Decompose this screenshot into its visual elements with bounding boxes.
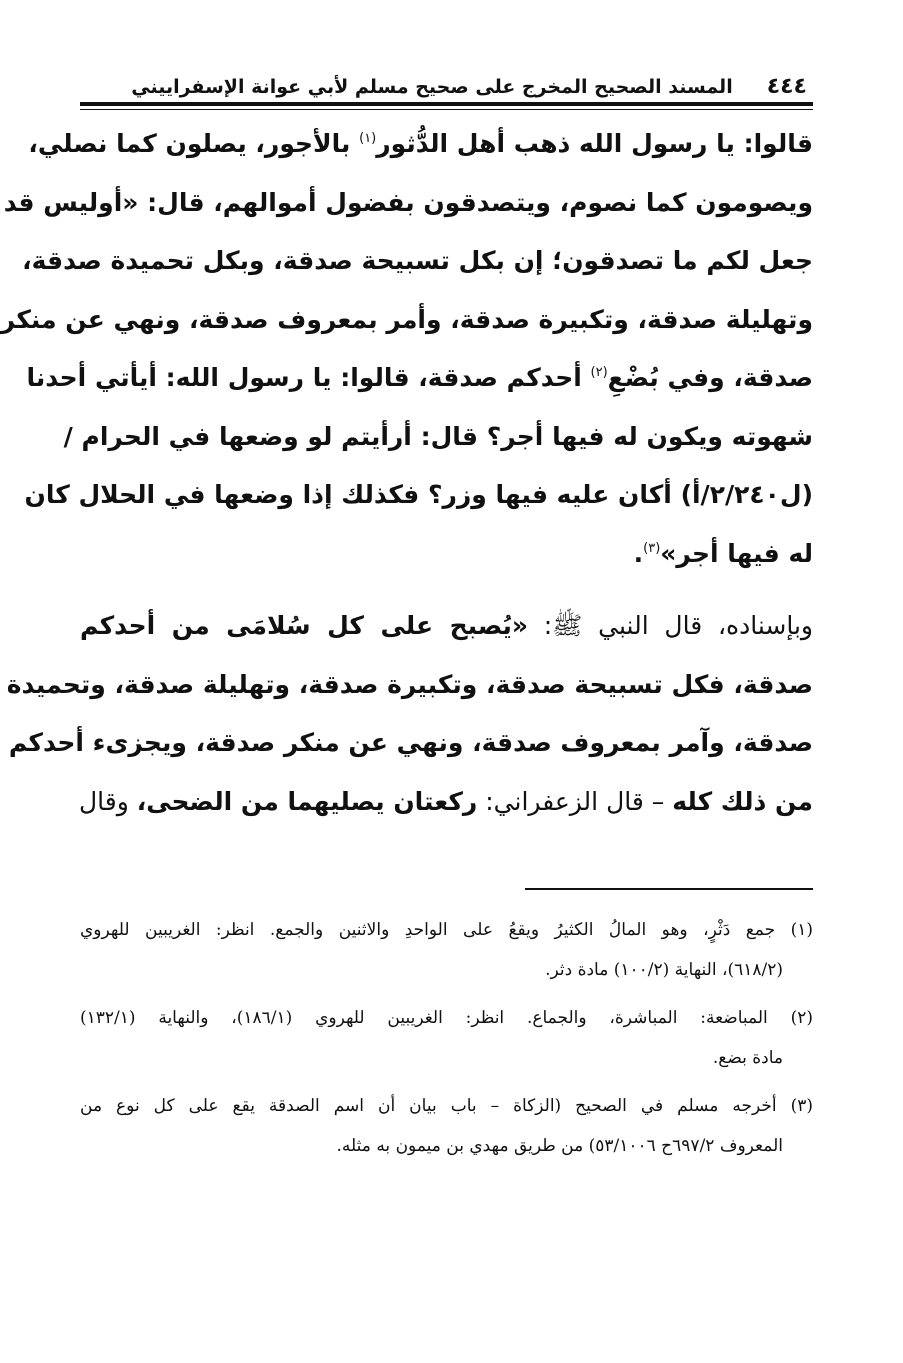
- text-line: [80, 597, 813, 656]
- footnote-3: (٣) أخرجه مسلم في الصحيح (الزكاة – باب بيان أن اسم الصدقة يقع على كل نوع من: [80, 1096, 813, 1116]
- text-line: [80, 525, 813, 584]
- text-segment: قالوا: يا رسول الله ذهب أهل الدُّثور: [376, 129, 813, 158]
- hadith-text: ركعتان يصليهما من الضحى،: [136, 786, 478, 816]
- hadith-text: صدقة، فكل تسبيحة صدقة، وتكبيرة صدقة، وتهليلة صدقة، وتحميدة: [6, 669, 813, 699]
- text-line: [22, 232, 813, 291]
- text-segment: أحدكم صدقة، قالوا: يا رسول الله: أيأتي أحدنا: [26, 363, 591, 392]
- text-line: [6, 656, 813, 715]
- text-segment: ويصومون كما نصوم، ويتصدقون بفضول أموالهم، قال: «أوليس قد: [3, 187, 813, 217]
- header-rule: [80, 102, 813, 106]
- header-title: المسند الصحيح المخرج على صحيح مسلم لأبي عوانة الإسفراييني: [131, 76, 733, 98]
- text-segment: له فيها أجر»: [660, 538, 813, 568]
- running-header: [80, 66, 813, 102]
- text-line: [80, 773, 813, 832]
- footnotes: [80, 910, 813, 1166]
- text-segment: بالأجور، يصلون كما نصلي،: [28, 129, 360, 158]
- text-segment: وقال: [78, 786, 137, 816]
- text-segment: شهوته ويكون له فيها أجر؟ قال: أرأيتم لو وضعها في الحرام /: [63, 421, 813, 451]
- text-line: [0, 291, 813, 350]
- hadith-text: «يُصبح على كل سُلامَى من أحدكم: [80, 611, 528, 640]
- hadith-text: من ذلك كله: [672, 786, 813, 816]
- footnote-marker: (٣): [643, 540, 661, 556]
- text-segment: جعل لكم ما تصدقون؛ إن بكل تسبيحة صدقة، وبكل تحميدة صدقة،: [22, 246, 813, 275]
- text-segment: وتهليلة صدقة، وتكبيرة صدقة، وأمر بمعروف صدقة، ونهي عن منكر: [0, 304, 813, 334]
- header-rule-thin: [80, 109, 813, 110]
- footnote-2: (٢) المباضعة: المباشرة، والجماع. انظر: الغريبين للهروي (١٨٦/١)، والنهاية (١٣٢/١): [80, 1008, 813, 1028]
- text-segment: .: [633, 538, 644, 568]
- main-text: [0, 115, 813, 831]
- text-line: [26, 349, 813, 408]
- text-line: [24, 466, 813, 525]
- text-segment: – قال الزعفراني:: [477, 786, 673, 816]
- page-number: ٤٤٤: [766, 74, 807, 99]
- footnote-marker: (١): [359, 131, 377, 146]
- text-segment: (ل٢/٢٤٠/أ) أكان عليه فيها وزر؟ فكذلك إذا وضعها في الحلال كان: [24, 480, 813, 509]
- text-segment: وبإسناده، قال النبي ﷺ:: [527, 611, 813, 640]
- text-line: [28, 115, 813, 174]
- text-line: [8, 714, 813, 773]
- footnote-1: (١) جمع دَثْرٍ، وهو المالُ الكثيرُ ويقعُ على الواحدِ والاثنين والجمع. انظر: الغريبين للهروي: [80, 920, 813, 940]
- footnote-1-continued: (٦١٨/٢)، النهاية (١٠٠/٢) مادة دثر.: [545, 960, 783, 980]
- footnote-2-continued: مادة بضع.: [712, 1048, 783, 1068]
- footnote-separator: [525, 888, 813, 890]
- text-line: [3, 174, 813, 233]
- hadith-text: صدقة، وآمر بمعروف صدقة، ونهي عن منكر صدقة، ويجزىء أحدكم: [8, 728, 813, 757]
- footnote-marker: (٢): [590, 365, 608, 380]
- text-segment: صدقة، وفي بُضْعِ: [607, 363, 813, 392]
- text-line: [63, 408, 813, 467]
- footnote-3-continued: المعروف ٦٩٧/٢ح ٥٣/١٠٠٦) من طريق مهدي بن ميمون به مثله.: [336, 1136, 783, 1156]
